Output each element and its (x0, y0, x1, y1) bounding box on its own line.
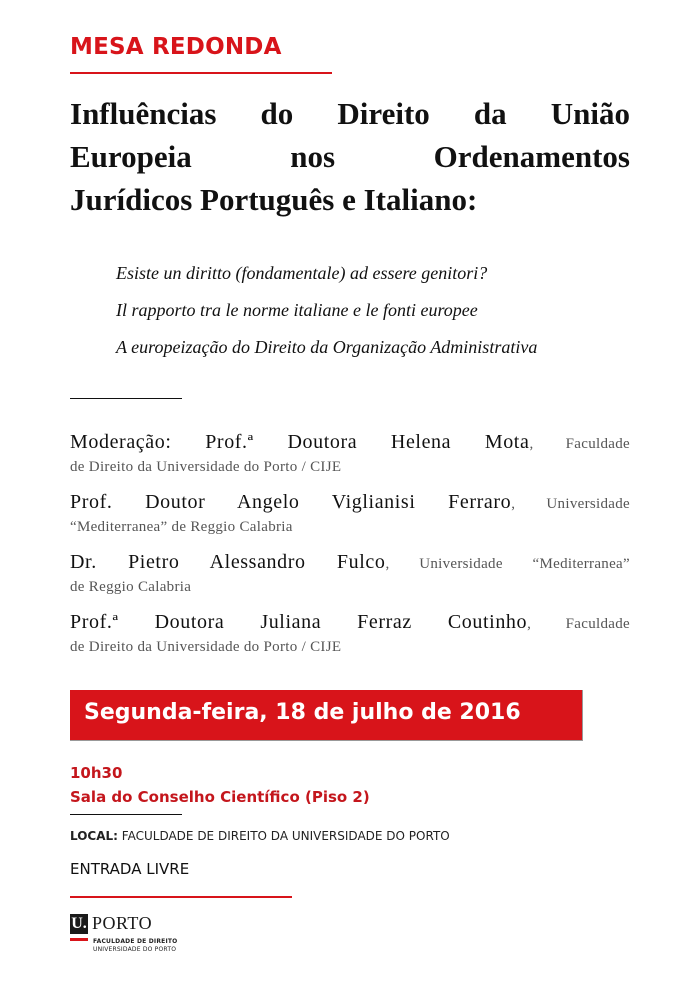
uporto-logo-mark: U. (71, 915, 87, 932)
speaker-name: Prof. Doutor Angelo Viglianisi Ferraro (70, 491, 512, 513)
section-divider (70, 398, 182, 399)
header-label: MESA REDONDA (70, 34, 282, 60)
title-line: Europeia nos Ordenamentos (70, 139, 630, 174)
speaker-entry (70, 610, 630, 658)
title-line: Jurídicos Português e Italiano: (70, 182, 478, 217)
topic-item: Esiste un diritto (fondamentale) ad essere genitori? (116, 263, 488, 283)
speaker-entry (70, 430, 630, 478)
topic-item: Il rapporto tra le norme italiane e le fonti europee (116, 300, 478, 320)
logo-accent-bar (70, 938, 88, 941)
speaker-name: Prof.ª Doutora Juliana Ferraz Coutinho (70, 611, 528, 633)
speaker-name: Moderação: Prof.ª Doutora Helena Mota (70, 431, 530, 453)
event-room: Sala do Conselho Científico (Piso 2) (70, 788, 370, 806)
header-underline (70, 72, 332, 74)
speaker-affiliation: , Faculdade (527, 616, 630, 632)
speaker-affiliation: “Mediterranea” de Reggio Calabria (70, 519, 293, 535)
speaker-affiliation: , Universidade “Mediterranea” (385, 556, 630, 572)
location-label: LOCAL: (70, 829, 118, 843)
location-value: FACULDADE DE DIREITO DA UNIVERSIDADE DO PORTO (121, 829, 450, 843)
speaker-affiliation: , Universidade (511, 496, 630, 512)
section-divider (70, 814, 182, 815)
event-location (70, 829, 450, 843)
speaker-entry (70, 490, 630, 538)
speaker-name: Dr. Pietro Alessandro Fulco (70, 551, 386, 573)
speaker-affiliation: , Faculdade (529, 436, 630, 452)
title-line: Influências do Direito da União (70, 96, 630, 131)
speaker-affiliation: de Reggio Calabria (70, 579, 192, 595)
uporto-logo-word: PORTO (92, 913, 153, 933)
footer-rule (70, 896, 292, 898)
speaker-entry (70, 550, 630, 598)
logo-university: UNIVERSIDADE DO PORTO (93, 946, 177, 953)
event-title (70, 92, 630, 221)
speaker-affiliation: de Direito da Universidade do Porto / CIJE (70, 459, 342, 475)
entry-note: ENTRADA LIVRE (70, 860, 190, 878)
date-banner (70, 690, 583, 741)
speaker-affiliation: de Direito da Universidade do Porto / CIJE (70, 639, 342, 655)
event-time: 10h30 (70, 764, 123, 782)
topic-item: A europeização do Direito da Organização Administrativa (116, 337, 538, 357)
logo-faculty: FACULDADE DE DIREITO (93, 938, 178, 945)
event-date: Segunda-feira, 18 de julho de 2016 (84, 700, 521, 725)
